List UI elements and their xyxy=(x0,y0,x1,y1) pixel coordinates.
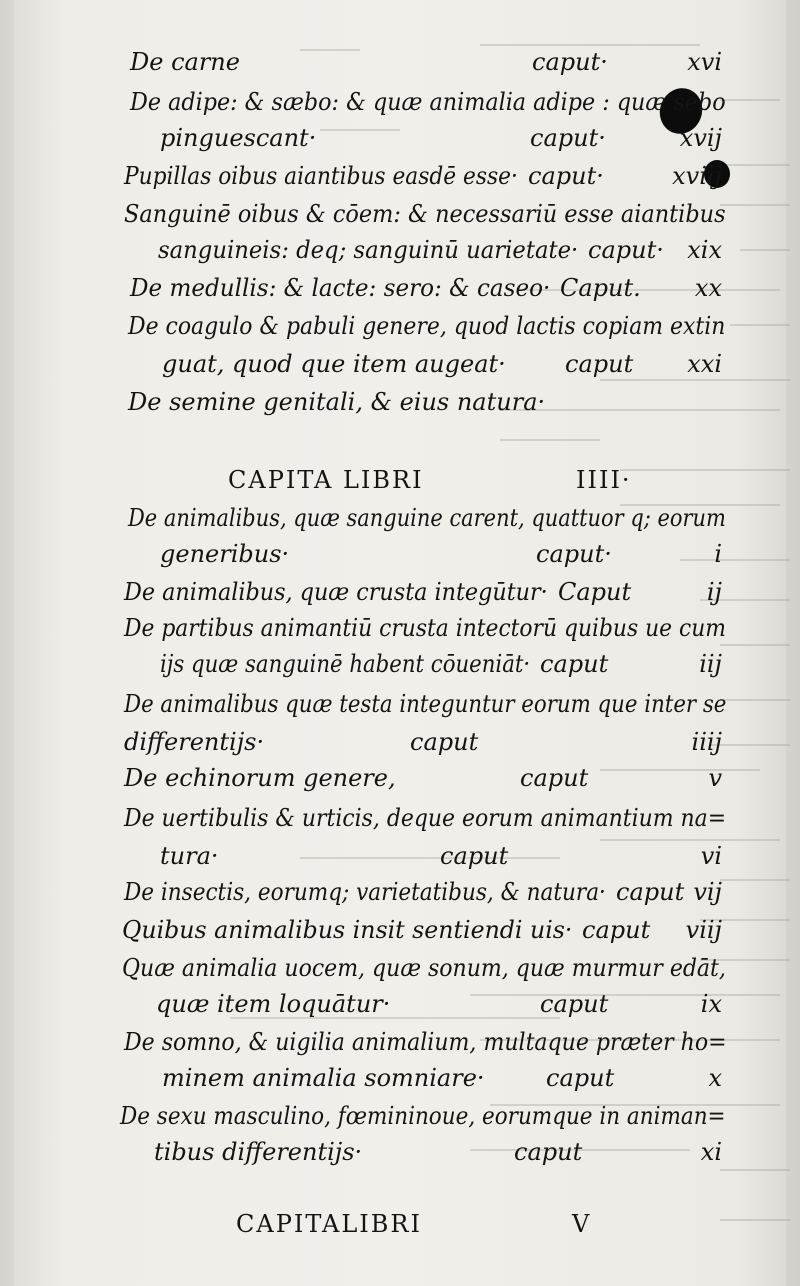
entry-text: Pupillas oibus aiantibus easdē esse· xyxy=(124,162,518,190)
chapter-number: vij xyxy=(693,878,722,906)
caput-label: caput· xyxy=(536,540,612,568)
caput-label: caput xyxy=(410,728,479,756)
caput-label: caput xyxy=(546,1064,615,1092)
book-number: V xyxy=(572,1210,592,1238)
entry-text: De somno, & uigilia animalium, multaque præter ho= xyxy=(124,1028,727,1056)
chapter-number: xix xyxy=(687,236,722,264)
caput-label: caput· xyxy=(532,48,608,76)
chapter-number: xvij xyxy=(679,124,722,152)
chapter-number: v xyxy=(708,764,722,792)
entry-text: guat, quod que item augeat· xyxy=(162,350,506,378)
chapter-number: vi xyxy=(700,842,722,870)
entry-text: De partibus animantiū crusta intectorū quibus ue cum xyxy=(124,614,726,642)
entry-text: De insectis, eorumq; varietatibus, & natura· xyxy=(124,878,606,906)
entry-text: De uertibulis & urticis, deque eorum animantium na= xyxy=(124,804,727,832)
caput-label: caput xyxy=(540,990,609,1018)
heading-text: CAPITA LIBRI xyxy=(228,466,424,494)
chapter-number: i xyxy=(714,540,722,568)
entry-text: De echinorum genere, xyxy=(124,764,396,792)
entry-text: generibus· xyxy=(160,540,290,568)
caput-label: Caput. xyxy=(560,274,641,302)
caput-label: caput xyxy=(582,916,651,944)
caput-label: caput xyxy=(440,842,509,870)
chapter-number: xi xyxy=(700,1138,722,1166)
chapter-number: ij xyxy=(706,578,722,606)
caput-label: caput xyxy=(514,1138,583,1166)
entry-text: pinguescant· xyxy=(160,124,317,152)
entry-text: De carne xyxy=(130,48,240,76)
heading-text: CAPITALIBRI xyxy=(236,1210,422,1238)
entry-text: De medullis: & lacte: sero: & caseo· xyxy=(130,274,551,302)
entry-text: De sexu masculino, fœmininoue, eorumque in animan= xyxy=(120,1102,726,1130)
entry-text: ijs quæ sanguinē habent cōueniāt· xyxy=(160,650,531,678)
entry-text: De animalibus, quæ crusta integūtur· xyxy=(124,578,548,606)
entry-text: De adipe: & sæbo: & quæ animalia adipe : quæ sebo xyxy=(130,88,726,116)
chapter-number: x xyxy=(708,1064,722,1092)
caput-label: caput xyxy=(565,350,634,378)
caput-label: caput· xyxy=(530,124,606,152)
chapter-number: iiij xyxy=(691,728,722,756)
book-number: IIII· xyxy=(576,466,632,494)
caput-label: caput· xyxy=(528,162,604,190)
entry-text: quæ item loquātur· xyxy=(156,990,391,1018)
entry-text: sanguineis: deq; sanguinū uarietate· xyxy=(158,236,579,264)
chapter-number: xxi xyxy=(687,350,722,378)
entry-text: tura· xyxy=(160,842,219,870)
chapter-number: xvi xyxy=(687,48,722,76)
entry-text: differentijs· xyxy=(124,728,265,756)
caput-label: caput xyxy=(520,764,589,792)
caput-label: Caput xyxy=(558,578,632,606)
chapter-number: ix xyxy=(700,990,722,1018)
entry-text: Quæ animalia uocem, quæ sonum, quæ murmur edāt, xyxy=(122,954,726,982)
chapter-number: iij xyxy=(699,650,722,678)
chapter-number: viij xyxy=(685,916,722,944)
caput-label: caput· xyxy=(588,236,664,264)
chapter-number: xx xyxy=(694,274,722,302)
caput-label: caput xyxy=(616,878,685,906)
entry-text: Sanguinē oibus & cōem: & necessariū esse aiantibus xyxy=(124,200,726,228)
entry-text: Quibus animalibus insit sentiendi uis· xyxy=(122,916,573,944)
entry-text: De semine genitali, & eius natura· xyxy=(128,388,546,416)
entry-text: tibus differentijs· xyxy=(154,1138,363,1166)
entry-text: minem animalia somniare· xyxy=(162,1064,485,1092)
caput-label: caput xyxy=(540,650,609,678)
entry-text: De coagulo & pabuli genere, quod lactis copiam extin xyxy=(128,312,726,340)
entry-text: De animalibus quæ testa integuntur eorum que inter se xyxy=(124,690,727,718)
chapter-number: xviij xyxy=(672,162,722,190)
entry-text: De animalibus, quæ sanguine carent, quattuor q; eorum xyxy=(128,504,726,532)
